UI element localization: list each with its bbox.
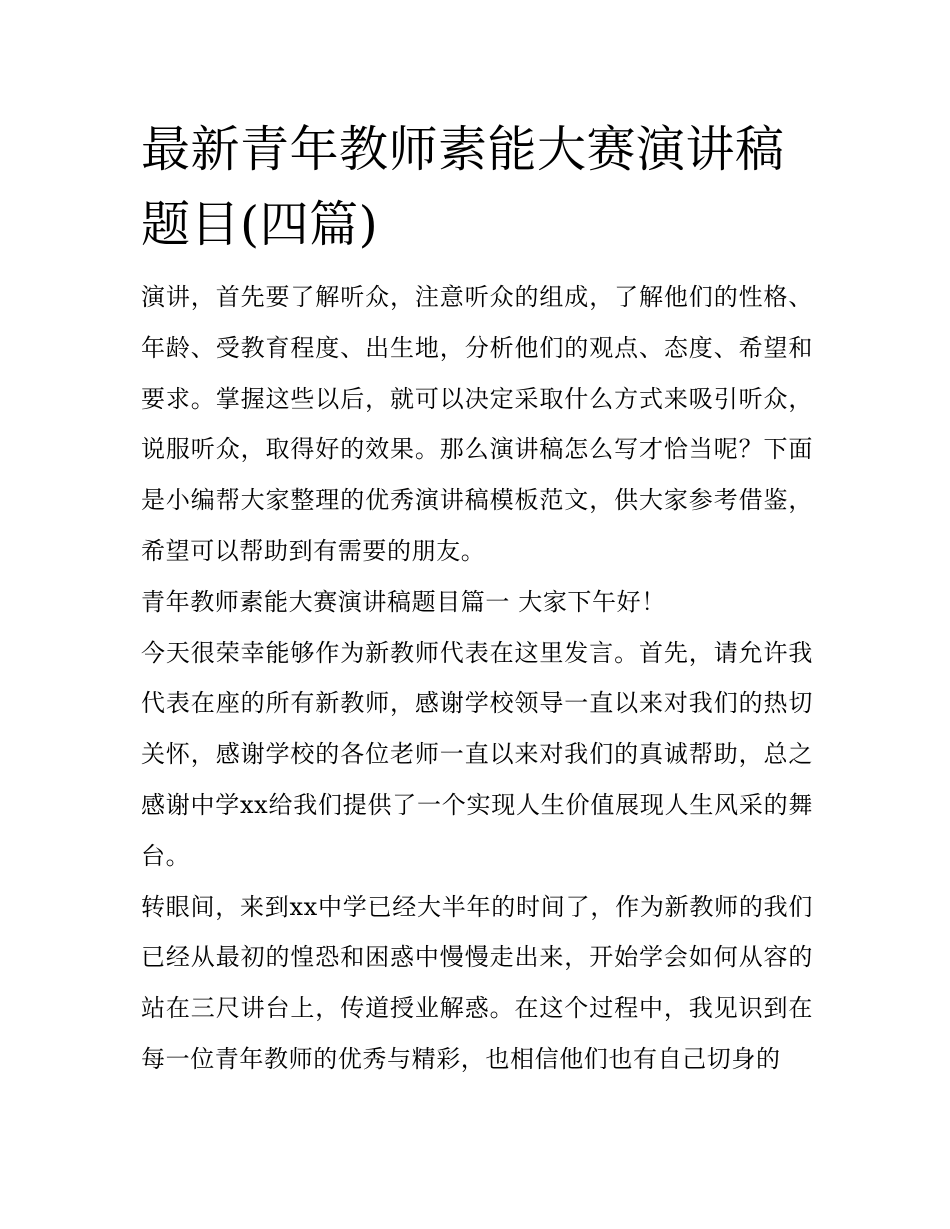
section-heading: 青年教师素能大赛演讲稿题目篇一 大家下午好！ [141,587,666,616]
document-title: 最新青年教师素能大赛演讲稿题目(四篇) [141,121,785,253]
body-paragraph: 今天很荣幸能够作为新教师代表在这里发言。首先，请允许我代表在座的所有新教师，感谢学校领导一直以来对我们的热切关怀，感谢学校的各位老师一直以来对我们的真诚帮助，总之感谢中学xx给我们提供了一个实现人生价值展现人生风采的舞台。 [141,638,813,870]
intro-paragraph: 演讲，首先要了解听众，注意听众的组成，了解他们的性格、年龄、受教育程度、出生地，分析他们的观点、态度、希望和要求。掌握这些以后，就可以决定采取什么方式来吸引听众，说服听众，取得好的效果。那么演讲稿怎么写才恰当呢？下面是小编帮大家整理的优秀演讲稿模板范文，供大家参考借鉴，希望可以帮助到有需要的朋友。 [141,283,813,565]
document-page [141,112,813,1085]
body-paragraph: 转眼间，来到xx中学已经大半年的时间了，作为新教师的我们已经从最初的惶恐和困惑中慢慢走出来，开始学会如何从容的站在三尺讲台上，传道授业解惑。在这个过程中，我见识到在每一位青年教师的优秀与精彩，也相信他们也有自己切身的 [141,892,813,1073]
